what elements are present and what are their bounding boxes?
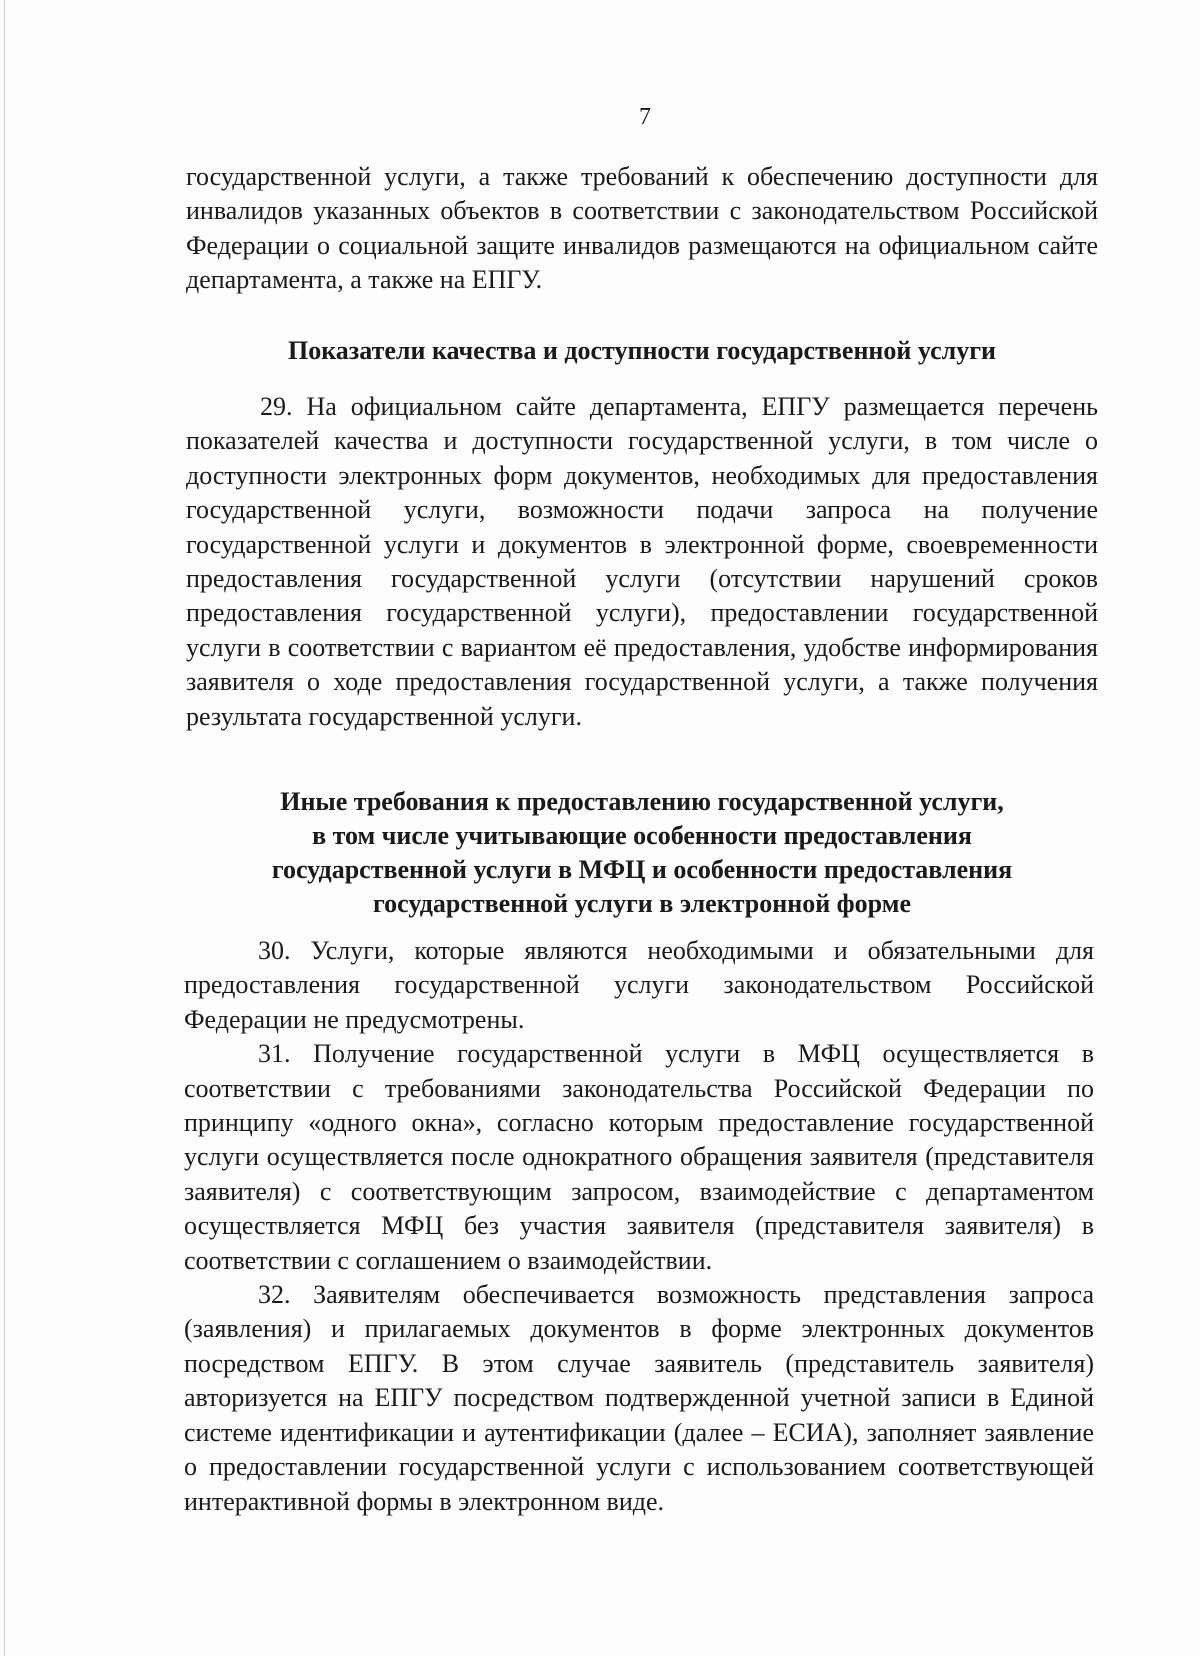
intro-text-block bbox=[186, 160, 1098, 298]
heading-line: в том числе учитывающие особенности предоставления bbox=[312, 821, 972, 850]
other-requirements-text-block bbox=[184, 934, 1094, 1519]
heading-line: государственной услуги в МФЦ и особенности предоставления bbox=[271, 855, 1013, 884]
section-heading-other-requirements bbox=[186, 785, 1098, 921]
intro-paragraph: государственной услуги, а также требований к обеспечению доступности для инвалидов указанных объектов в соответствии с законодательством Российской Федерации о социальной защите инвалидов размещаются на официальном сайте департамента, а также на ЕПГУ. bbox=[186, 162, 1098, 295]
scan-edge-line bbox=[4, 0, 5, 1656]
paragraph-30: 30. Услуги, которые являются необходимыми и обязательными для предоставления государственной услуги законодательством Российской Федерации не предусмотрены. bbox=[184, 936, 1094, 1034]
quality-text-block bbox=[186, 390, 1098, 734]
heading-line: государственной услуги в электронной форме bbox=[373, 889, 911, 918]
paragraph-31: 31. Получение государственной услуги в МФЦ осуществляется в соответствии с требованиями законодательства Российской Федерации по принципу «одного окна», согласно которым предоставление государственной услуги осуществляется после однократного обращения заявителя (представителя заявителя) с соответствующим запросом, взаимодействие с департаментом осуществляется МФЦ без участия заявителя (представителя заявителя) в соответствии с соглашением о взаимодействии. bbox=[184, 1039, 1094, 1275]
paragraph-29: 29. На официальном сайте департамента, ЕПГУ размещается перечень показателей качества и доступности государственной услуги, в том числе о доступности электронных форм документов, необходимых для предоставления государственной услуги, возможности подачи запроса на получение государственной услуги и документов в электронной форме, своевременности предоставления государственной услуги (отсутствии нарушений сроков предоставления государственной услуги), предоставлении государственной услуги в соответствии с вариантом её предоставления, удобстве информирования заявителя о ходе предоставления государственной услуги, а также получения результата государственной услуги. bbox=[186, 392, 1098, 731]
section-heading-quality: Показатели качества и доступности государственной услуги bbox=[287, 336, 997, 365]
paragraph-32: 32. Заявителям обеспечивается возможность представления запроса (заявления) и прилагаемых документов в форме электронных документов посредством ЕПГУ. В этом случае заявитель (представитель заявителя) авторизуется на ЕПГУ посредством подтвержденной учетной записи в Единой системе идентификации и аутентификации (далее – ЕСИА), заполняет заявление о предоставлении государственной услуги с использованием соответствующей интерактивной формы в электронном виде. bbox=[184, 1280, 1094, 1516]
page-number: 7 bbox=[639, 104, 651, 130]
heading-line: Иные требования к предоставлению государственной услуги, bbox=[280, 787, 1004, 816]
